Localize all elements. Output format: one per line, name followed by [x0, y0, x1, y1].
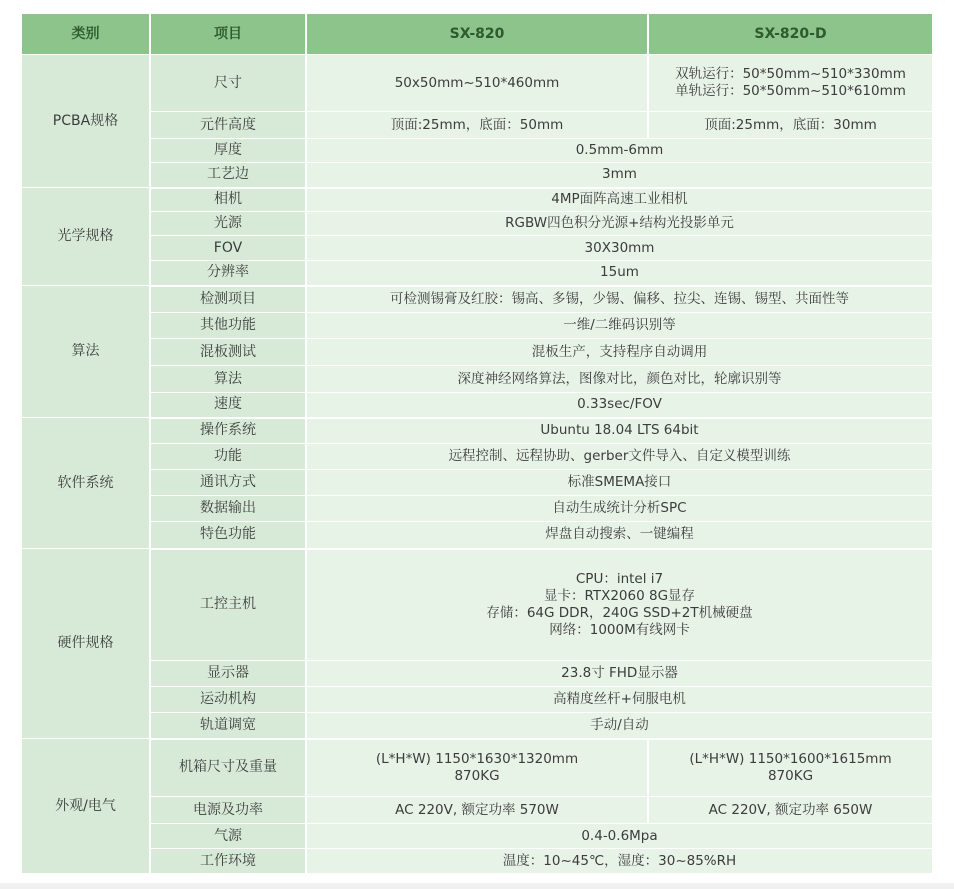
value-cell: 高精度丝杆+伺服电机	[306, 687, 933, 713]
value-line: (L*H*W) 1150*1600*1615mm	[689, 750, 892, 767]
item-label: FOV	[150, 236, 306, 261]
value-line: 双轨运行：50*50mm~510*330mm	[675, 66, 906, 82]
value-cell	[306, 549, 933, 661]
item-label: 功能	[150, 444, 306, 470]
item-label: 轨道调宽	[150, 713, 306, 739]
item-label: 算法	[150, 366, 306, 393]
bottom-divider	[0, 883, 954, 889]
item-label: 气源	[150, 824, 306, 849]
value-cell: 4MP面阵高速工业相机	[306, 188, 933, 212]
item-label: 尺寸	[150, 55, 306, 112]
category-hardware: 硬件规格	[22, 549, 150, 739]
table-row	[22, 418, 933, 444]
category-pcba: PCBA规格	[22, 55, 150, 188]
value-cell: 混板生产，支持程序自动调用	[306, 339, 933, 366]
value-line: 显卡：RTX2060 8G显存	[543, 587, 696, 604]
item-label: 其他功能	[150, 313, 306, 339]
value-cell: Ubuntu 18.04 LTS 64bit	[306, 418, 933, 444]
table-row	[22, 313, 933, 339]
table-row	[22, 661, 933, 687]
table-row	[22, 366, 933, 393]
table-row	[22, 470, 933, 496]
value-cell: 0.5mm-6mm	[306, 139, 933, 163]
table-row	[22, 797, 933, 824]
value-line: CPU：intel i7	[575, 570, 664, 587]
table-row	[22, 188, 933, 212]
value-cell: 可检测锡膏及红胶：锡高、多锡，少锡、偏移、拉尖、连锡、锡型、共面性等	[306, 286, 933, 313]
value-cell: 远程控制、远程协助、gerber文件导入、自定义模型训练	[306, 444, 933, 470]
table-row	[22, 713, 933, 739]
item-label: 厚度	[150, 139, 306, 163]
table-row	[22, 55, 933, 112]
table-row	[22, 261, 933, 286]
value-line: 870KG	[454, 767, 500, 784]
table-row	[22, 212, 933, 236]
value-line: 网络：1000M有线网卡	[549, 621, 690, 638]
table-row	[22, 112, 933, 139]
table-row	[22, 522, 933, 549]
item-label: 元件高度	[150, 112, 306, 139]
category-algorithm: 算法	[22, 286, 150, 418]
table-row	[22, 444, 933, 470]
value-cell: 15um	[306, 261, 933, 286]
item-label: 工艺边	[150, 163, 306, 188]
value-cell	[306, 739, 648, 797]
item-label: 相机	[150, 188, 306, 212]
item-label: 操作系统	[150, 418, 306, 444]
value-cell: AC 220V, 额定功率 570W	[306, 797, 648, 824]
value-cell	[648, 55, 933, 112]
item-label: 运动机构	[150, 687, 306, 713]
table-header-row	[22, 14, 933, 55]
value-line: 单轨运行：50*50mm~510*610mm	[675, 83, 906, 99]
table-row	[22, 236, 933, 261]
spec-table	[22, 14, 934, 874]
value-line: (L*H*W) 1150*1630*1320mm	[375, 750, 579, 767]
table-row	[22, 339, 933, 366]
table-row	[22, 496, 933, 522]
table-row	[22, 824, 933, 849]
value-cell	[648, 739, 933, 797]
table-row	[22, 739, 933, 797]
value-cell: 温度：10~45℃，湿度：30~85%RH	[306, 849, 933, 874]
item-label: 工控主机	[150, 549, 306, 661]
value-cell: AC 220V, 额定功率 650W	[648, 797, 933, 824]
item-label: 速度	[150, 393, 306, 418]
item-label: 工作环境	[150, 849, 306, 874]
value-cell: 顶面:25mm，底面：30mm	[648, 112, 933, 139]
category-appearance: 外观/电气	[22, 739, 150, 874]
value-cell: 顶面:25mm，底面：50mm	[306, 112, 648, 139]
value-cell: RGBW四色积分光源+结构光投影单元	[306, 212, 933, 236]
header-model-sx820: SX-820	[306, 14, 648, 55]
value-cell: 23.8寸 FHD显示器	[306, 661, 933, 687]
value-cell: 30X30mm	[306, 236, 933, 261]
value-line: 存储：64G DDR，240G SSD+2T机械硬盘	[486, 604, 753, 621]
value-cell: 标准SMEMA接口	[306, 470, 933, 496]
value-cell: 0.4-0.6Mpa	[306, 824, 933, 849]
value-cell: 手动/自动	[306, 713, 933, 739]
item-label: 检测项目	[150, 286, 306, 313]
value-cell: 一维/二维码识别等	[306, 313, 933, 339]
item-label: 光源	[150, 212, 306, 236]
item-label: 混板测试	[150, 339, 306, 366]
table-row	[22, 393, 933, 418]
item-label: 分辨率	[150, 261, 306, 286]
spec-table-container	[22, 14, 933, 874]
item-label: 通讯方式	[150, 470, 306, 496]
item-label: 电源及功率	[150, 797, 306, 824]
category-optics: 光学规格	[22, 188, 150, 286]
value-cell: 50x50mm~510*460mm	[306, 55, 648, 112]
item-label: 机箱尺寸及重量	[150, 739, 306, 797]
header-category: 类别	[22, 14, 150, 55]
item-label: 特色功能	[150, 522, 306, 549]
table-row	[22, 549, 933, 661]
header-item: 项目	[150, 14, 306, 55]
item-label: 显示器	[150, 661, 306, 687]
value-cell: 深度神经网络算法，图像对比，颜色对比，轮廓识别等	[306, 366, 933, 393]
table-row	[22, 163, 933, 188]
table-row	[22, 139, 933, 163]
value-cell: 0.33sec/FOV	[306, 393, 933, 418]
value-cell: 焊盘自动搜索、一键编程	[306, 522, 933, 549]
category-software: 软件系统	[22, 418, 150, 549]
table-row	[22, 286, 933, 313]
value-line: 870KG	[767, 767, 814, 784]
value-cell: 自动生成统计分析SPC	[306, 496, 933, 522]
header-model-sx820d: SX-820-D	[648, 14, 933, 55]
item-label: 数据输出	[150, 496, 306, 522]
table-row	[22, 849, 933, 874]
value-cell: 3mm	[306, 163, 933, 188]
table-row	[22, 687, 933, 713]
